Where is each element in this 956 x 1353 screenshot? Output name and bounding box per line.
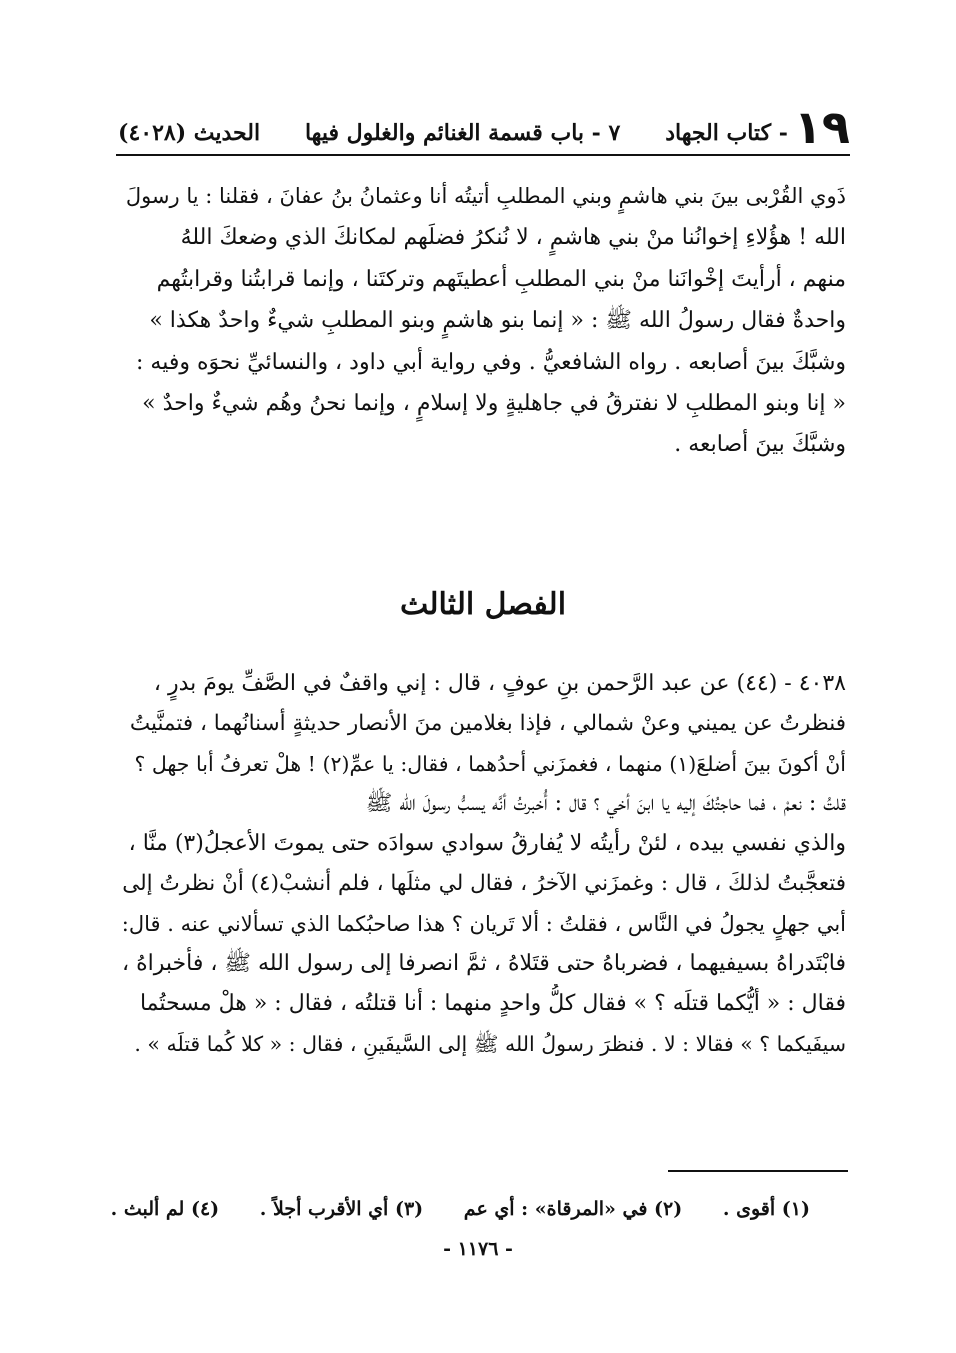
text-line: سيفَيكما ؟ » فقالا : لا . فنظرَ رسولُ الله ﷺ إلى السَّيفَينِ ، فقال : « كلا كُما قتلَه » . [134, 1032, 846, 1056]
footnote: (٢) في «المرقاة» : أي عم [463, 1198, 683, 1220]
footnote: (١) أقوى . [722, 1198, 810, 1220]
text-line: فقال : « أيُّكما قتلَه ؟ » فقال كلُّ واحدٍ منهما : أنا قتلتُه ، فقال : « هلْ مسحتُما [139, 991, 846, 1016]
book-number: ١٩ [793, 100, 850, 154]
footnote-divider [668, 1170, 848, 1172]
footnote: (٣) أي الأقرب أجلاً . [259, 1198, 424, 1220]
text-line: الله ! هؤُلاءِ إخوانُنا منْ بني هاشمٍ ، لا نُنكرُ فضلَهم لمكانكَ الذي وضعكَ اللهُ [180, 225, 846, 251]
text-line: وشبَّكَ بينَ أصابعه . رواه الشافعيُّ . وفي رواية أبي داود ، والنسائيِّ نحوَه وفيه : [136, 349, 846, 375]
text-line: منهم ، أرأيتَ إخْوانَنا منْ بني المطلبِ أعطيتَهم وتركتَنا ، وإنما قرابتُنا وقرابتُهم [156, 266, 846, 292]
text-line: والذي نفسي بيده ، لئنْ رأيتُه لا يُفارقُ سوادي سوادَه حتى يموتَ الأعجلُ(٣) منَّا ، [128, 831, 846, 856]
hadith-paragraph [120, 664, 846, 1064]
text-line: واحدةٌ فقال رسولُ الله ﷺ : « إنما بنو هاشمٍ وبنو المطلبِ شيءٌ واحدٌ هكذا » [149, 308, 846, 334]
text-line: ذَوي القُرْبى بينَ بني هاشمٍ وبني المطلبِ أتيتُه أنا وعثمانُ بنُ عفانَ ، فقلنا : يا رسولَ [125, 184, 846, 208]
text-line: أبي جهلٍ يجولُ في النَّاس ، فقلتُ : ألا تَريان ؟ هذا صاحبُكما الذي تسألاني عنه . قال: [121, 912, 846, 936]
book-heading [665, 100, 850, 154]
book-title: - كتاب الجهاد [665, 120, 788, 146]
page-header [118, 96, 850, 154]
chapter-title: ٧ - باب قسمة الغنائم والغلول فيها [304, 120, 621, 146]
text-line: فابْتَدراهُ بسيفيهما ، فضرباهُ حتى قتَلاهُ ، ثمَّ انصرفا إلى رسول الله ﷺ ، فأخبراهُ ، [122, 951, 846, 976]
hadith-reference: الحديث (٤٠٢٨) [118, 120, 261, 146]
footnote: (٤) لم ألبث . [110, 1198, 220, 1220]
top-paragraph [120, 176, 846, 466]
text-line: « إنا وبنو المطلبِ لا نفترقُ في جاهليةٍ ولا إسلامٍ ، وإنما نحنُ وهُم شيءٌ واحدٌ » [142, 391, 846, 417]
text-line: وشبَّكَ بينَ أصابعه . [674, 432, 846, 458]
text-line: قلتُ : نعمْ ، فما حاجتُكَ إليه يا ابنَ أخي ؟ قال : أُخبرتُ أنَّه يسبُّ رسولَ الله ﷺ [365, 791, 846, 816]
page-number: - ١١٧٦ - [443, 1238, 513, 1260]
text-line: أنْ أكونَ بينَ أضلعَ(١) منهما ، فغمزَني أحدُهما ، فقال: يا عمِّ(٢) ! هلْ تعرفُ أبا جهل ؟ [134, 752, 846, 776]
footnotes [110, 1192, 810, 1226]
text-line: ٤٠٣٨ - (٤٤) عن عبد الرَّحمن بنِ عوفٍ ، قال : إني واقفٌ في الصَّفِّ يومَ بدرٍ ، [153, 671, 846, 696]
text-line: فتعجَّبتُ لذلكَ ، قال : وغمزَني الآخرُ ، فقال لي مثلَها ، فلم أنشبْ(٤) أنْ نظرتُ إلى [122, 871, 846, 896]
header-divider [116, 154, 850, 156]
text-line: فنظرتُ عن يميني وعنْ شمالي ، فإذا بغلامين منَ الأنصار حديثةٍ أسنانُهما ، فتمنَّيتُ [129, 711, 846, 736]
section-title: الفصل الثالث [399, 587, 567, 622]
